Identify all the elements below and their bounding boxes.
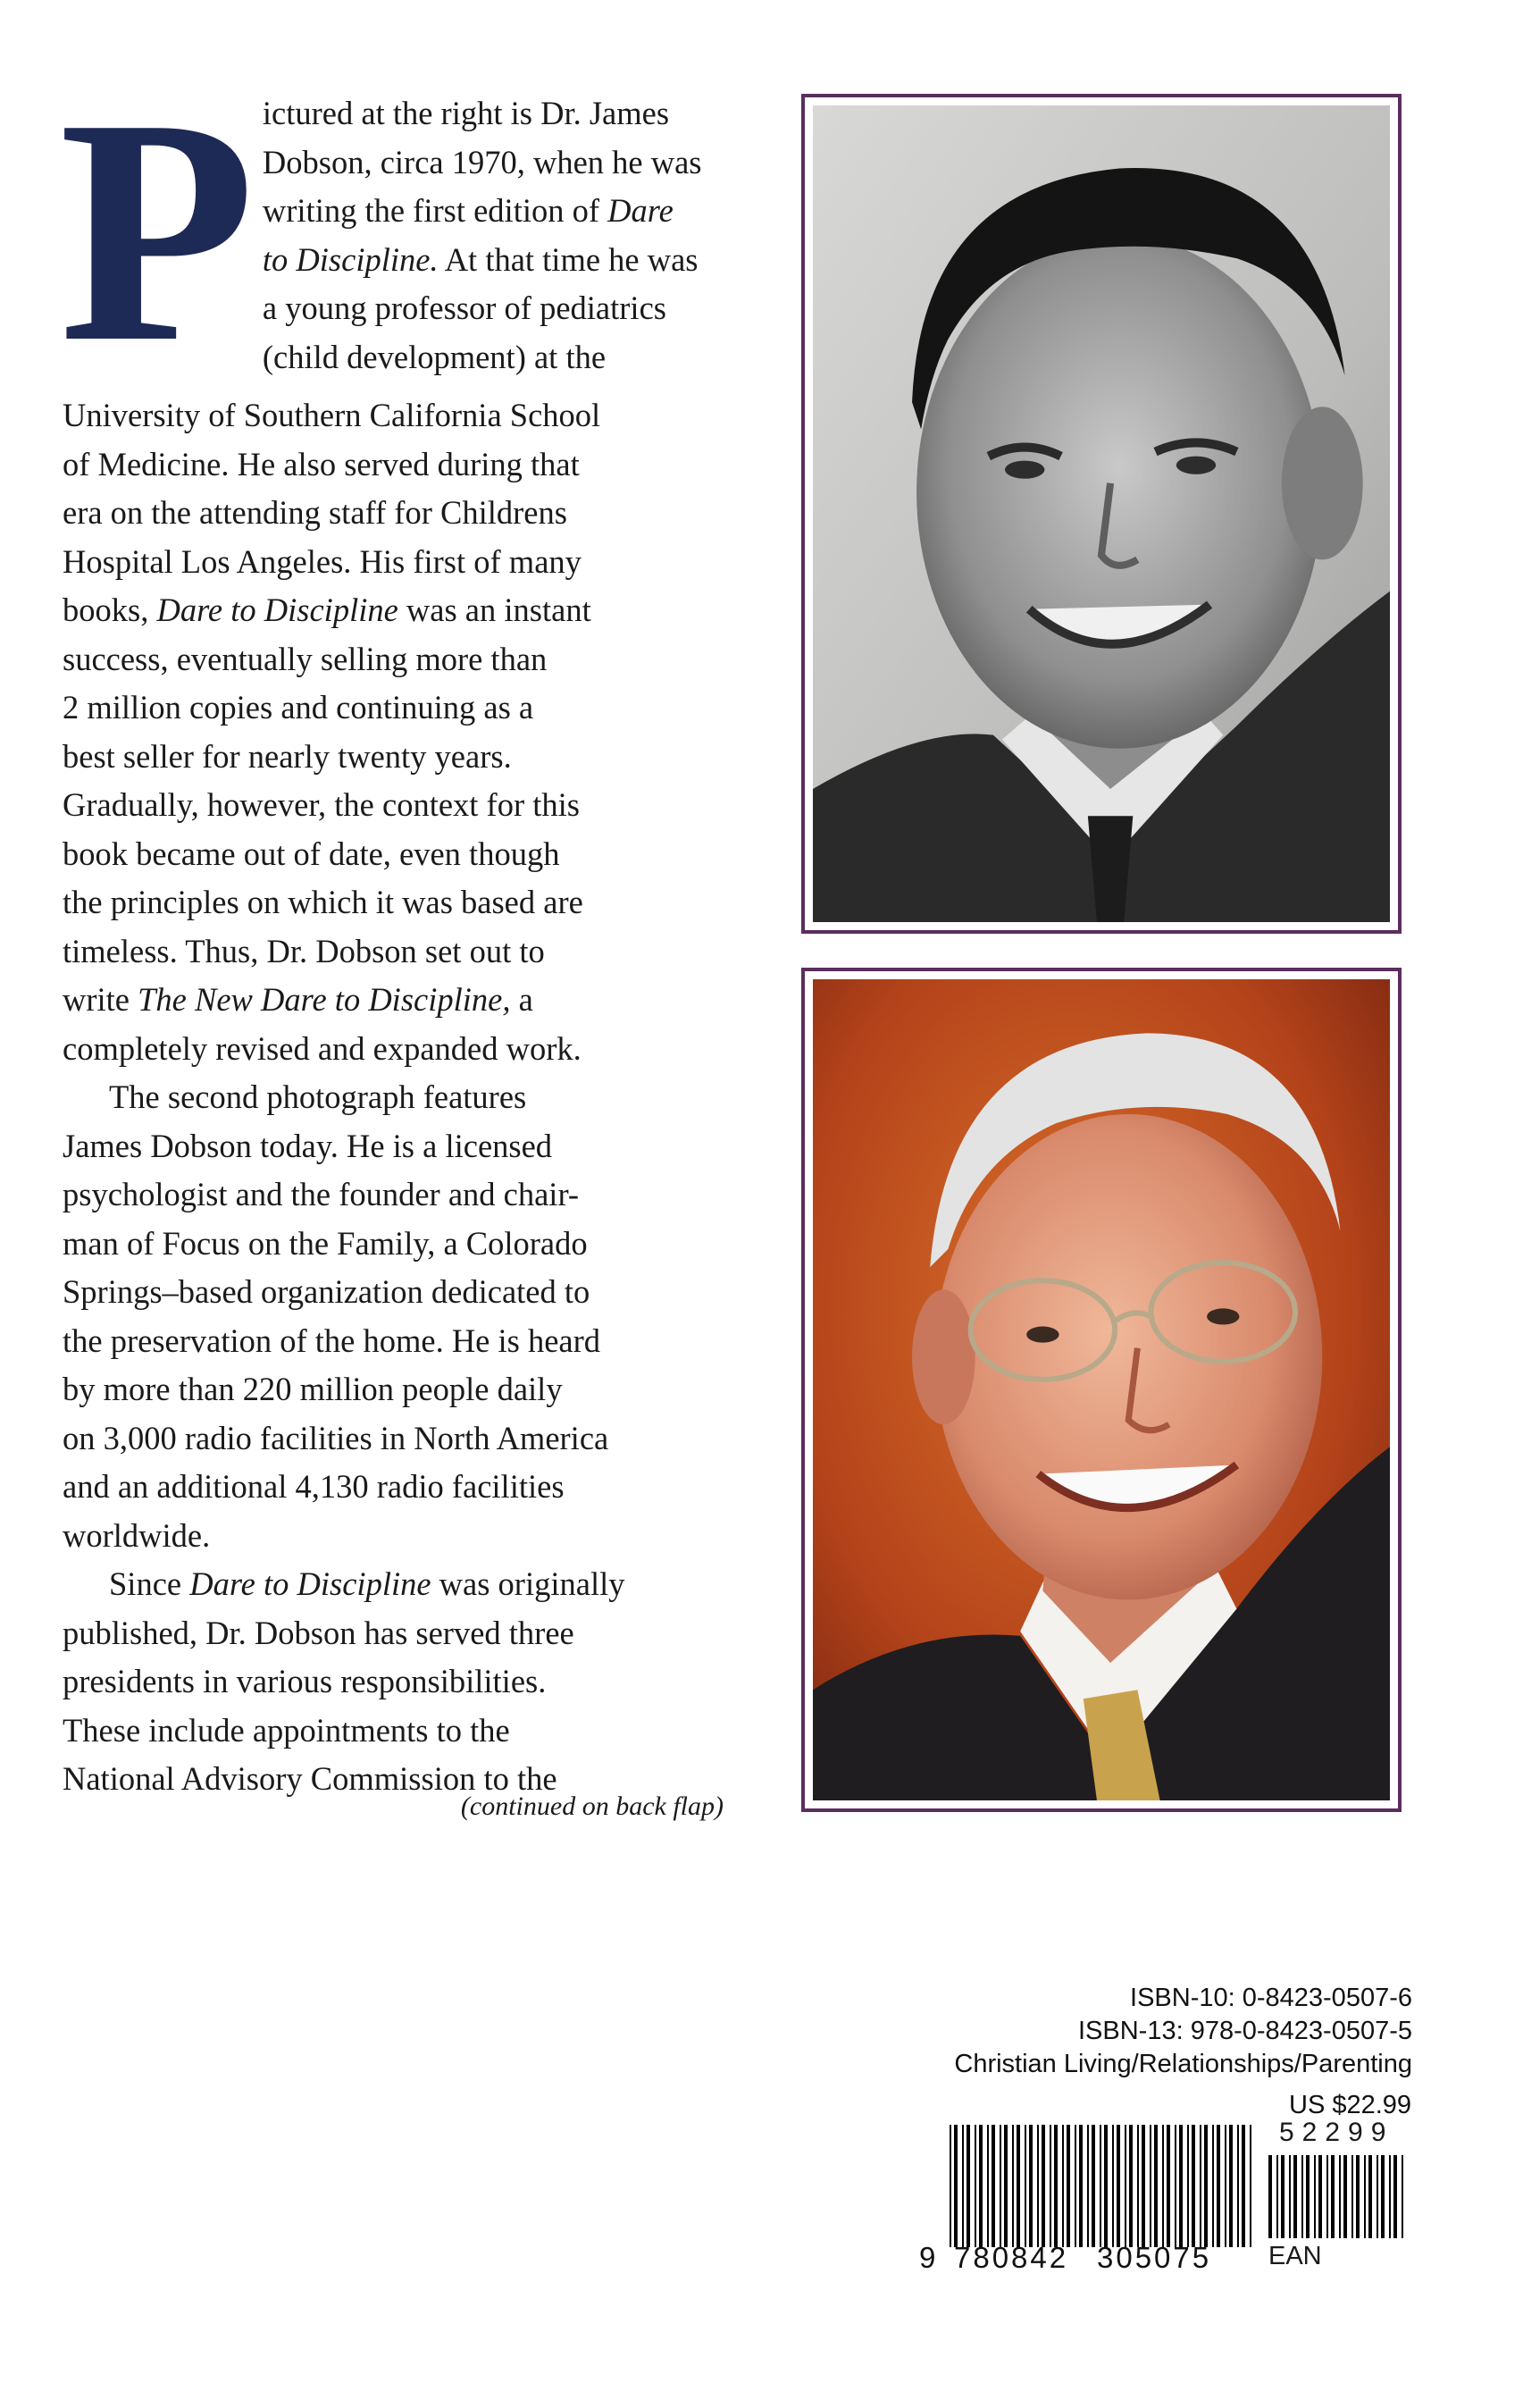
text-line <box>63 586 724 635</box>
barcode-bar <box>1314 2155 1316 2238</box>
text-line: man of Focus on the Family, a Colorado <box>63 1224 588 1262</box>
barcode-bar <box>975 2125 976 2247</box>
text-line: on 3,000 radio facilities in North America <box>63 1419 609 1456</box>
barcode-bar <box>1179 2125 1183 2247</box>
barcode-bar <box>1276 2155 1278 2238</box>
barcode-bar <box>1393 2155 1397 2238</box>
barcode-bar <box>1062 2125 1064 2247</box>
barcode-bar <box>1293 2155 1297 2238</box>
barcode-bar <box>1331 2155 1335 2238</box>
text-line: best seller for nearly twenty years. <box>63 737 512 775</box>
paragraph-1 <box>59 52 724 1073</box>
book-title-italic: Dare <box>607 192 674 229</box>
barcode-bar <box>1137 2125 1139 2247</box>
barcode-bar <box>1004 2125 1008 2247</box>
isbn-13: ISBN-13: 978-0-8423-0507-5 <box>1077 2017 1412 2045</box>
barcode-bar <box>1200 2125 1201 2247</box>
barcode-bar <box>1250 2125 1251 2247</box>
text-line: These include appointments to the <box>63 1711 510 1749</box>
barcode-bar <box>1306 2155 1310 2238</box>
text-line: published, Dr. Dobson has served three <box>63 1614 574 1651</box>
barcode-bar <box>1229 2125 1233 2247</box>
barcode-area <box>919 2091 1416 2274</box>
barcode-bar <box>1381 2155 1385 2238</box>
barcode-bar <box>1075 2125 1076 2247</box>
barcode-bar <box>1142 2125 1145 2247</box>
barcode-bar <box>1225 2125 1226 2247</box>
barcode-bar <box>1154 2125 1158 2247</box>
text-run: write <box>63 981 138 1018</box>
portrait-bw-1970-photo <box>813 105 1390 922</box>
text-line: presidents in various responsibilities. <box>63 1663 547 1699</box>
barcode-bar <box>1242 2125 1245 2247</box>
barcode-bar <box>987 2125 989 2247</box>
continued-note: (continued on back flap) <box>460 1791 724 1821</box>
portrait-color-today-photo <box>813 979 1390 1800</box>
barcode-bar <box>1087 2125 1089 2247</box>
barcode-bar <box>1192 2125 1195 2247</box>
addon-digits: 52299 <box>1279 2118 1394 2147</box>
text-line: ictured at the right is Dr. James <box>262 95 670 131</box>
text-line: of Medicine. He also served during that <box>63 445 580 482</box>
barcode-bar <box>1364 2155 1366 2238</box>
barcode-bar <box>1050 2125 1051 2247</box>
barcode-bar <box>1339 2155 1341 2238</box>
barcode-bar <box>1162 2125 1164 2247</box>
text-line: the principles on which it was based are <box>63 884 583 920</box>
text-line: a young professor of pediatrics <box>262 289 666 326</box>
barcode-bar <box>1042 2125 1045 2247</box>
barcode-bar <box>1037 2125 1039 2247</box>
barcode-bar <box>1012 2125 1014 2247</box>
text-run: Since <box>109 1565 190 1602</box>
text-line: worldwide. <box>63 1516 211 1554</box>
text-line: completely revised and expanded work. <box>63 1029 582 1067</box>
barcode-bar <box>1150 2125 1151 2247</box>
barcode-bar <box>1326 2155 1328 2238</box>
text-line: the preservation of the home. He is heard <box>63 1321 601 1359</box>
barcode-bar <box>950 2125 951 2247</box>
text-line: National Advisory Commission to the <box>63 1760 557 1797</box>
barcode-bar <box>1343 2155 1347 2238</box>
text-line: James Dobson today. He is a licensed <box>63 1127 553 1164</box>
barcode-bar <box>1281 2155 1285 2238</box>
text-line: University of Southern California School <box>63 397 601 433</box>
barcode-bar <box>1017 2125 1020 2247</box>
barcode-bar <box>1237 2125 1239 2247</box>
text-line: psychologist and the founder and chair- <box>63 1176 580 1212</box>
barcode-bar <box>1212 2125 1214 2247</box>
text-line <box>63 976 724 1025</box>
book-title-italic: Dare to Discipline <box>189 1565 431 1602</box>
barcode-bar <box>1112 2125 1114 2247</box>
text-line: success, eventually selling more than <box>63 640 548 677</box>
barcode-bar <box>1368 2155 1372 2238</box>
barcode-bar <box>1268 2155 1272 2238</box>
paragraph-2 <box>63 1073 724 1560</box>
barcode-bar <box>1289 2155 1291 2238</box>
ean-left-digits: 780842 <box>954 2241 1069 2274</box>
text-line: Dobson, circa 1970, when he was <box>262 143 702 180</box>
text-line: timeless. Thus, Dr. Dobson set out to <box>63 932 545 969</box>
barcode-bar <box>1129 2125 1133 2247</box>
price: US $22.99 <box>1289 2091 1412 2119</box>
barcode-bar <box>1054 2125 1058 2247</box>
barcode-bar <box>1377 2155 1378 2238</box>
barcode-bar <box>1204 2125 1208 2247</box>
barcode-bar <box>1125 2125 1126 2247</box>
barcode-bar <box>1104 2125 1108 2247</box>
text-run: a <box>510 981 533 1018</box>
barcode-bar <box>962 2125 964 2247</box>
book-title-italic: to Discipline. <box>262 240 439 278</box>
barcode-bar <box>979 2125 983 2247</box>
barcode-bar <box>1092 2125 1095 2247</box>
category: Christian Living/Relationships/Parenting <box>954 2050 1412 2078</box>
text-run: was originally <box>431 1565 625 1602</box>
text-line: 2 million copies and continuing as a <box>63 689 534 726</box>
text-line: era on the attending staff for Childrens <box>63 494 567 531</box>
text-line: by more than 220 million people daily <box>63 1371 563 1407</box>
barcode-bar <box>1175 2125 1176 2247</box>
text-line: (child development) at the <box>262 338 607 375</box>
text-line: Hospital Los Angeles. His first of many <box>63 542 582 580</box>
photo-frame-bottom <box>801 968 1402 1812</box>
book-title-italic: The New Dare to Discipline, <box>138 981 511 1018</box>
text-line: and an additional 4,130 radio facilities <box>63 1468 565 1505</box>
about-author-text <box>59 52 724 1804</box>
barcode-bar <box>1067 2125 1070 2247</box>
barcode-bar <box>1402 2155 1403 2238</box>
photo-frame-top <box>801 94 1402 934</box>
isbn-10: ISBN-10: 0-8423-0507-6 <box>1130 1984 1412 2012</box>
drop-cap-letter: P <box>59 52 250 408</box>
barcode-bar <box>1167 2125 1170 2247</box>
paragraph-3 <box>63 1560 724 1804</box>
barcode-bar <box>1187 2125 1189 2247</box>
barcode-bar <box>1301 2155 1303 2238</box>
barcode-bar <box>967 2125 970 2247</box>
text-line: Gradually, however, the context for this <box>63 786 580 823</box>
barcode-bar <box>992 2125 995 2247</box>
text-line: The second photograph features <box>109 1078 527 1115</box>
book-metadata <box>954 1982 1412 2081</box>
text-run: At that time he was <box>438 240 699 278</box>
barcode-bar <box>1389 2155 1391 2238</box>
barcode-bar <box>1029 2125 1033 2247</box>
text-line: book became out of date, even though <box>63 835 560 872</box>
text-run: writing the first edition of <box>262 192 608 229</box>
barcode-bar <box>1079 2125 1083 2247</box>
barcode-bar <box>1117 2125 1120 2247</box>
barcode-bar <box>954 2125 958 2247</box>
barcode-bar <box>1351 2155 1353 2238</box>
barcode-bar <box>1100 2125 1101 2247</box>
text-line: Springs–based organization dedicated to <box>63 1273 590 1310</box>
barcode-bar <box>1025 2125 1026 2247</box>
ean-label: EAN <box>1268 2242 1322 2270</box>
text-line <box>63 1560 724 1609</box>
barcode-bar <box>1217 2125 1220 2247</box>
book-title-italic: Dare to Discipline <box>156 592 398 628</box>
barcode-bar <box>1318 2155 1322 2238</box>
text-run: books, <box>63 592 157 628</box>
barcode-bar <box>1000 2125 1001 2247</box>
ean-lead-digit: 9 <box>919 2241 936 2274</box>
barcode-bar <box>1356 2155 1360 2238</box>
ean-right-digits: 305075 <box>1097 2241 1212 2274</box>
text-run: was an instant <box>397 592 591 628</box>
